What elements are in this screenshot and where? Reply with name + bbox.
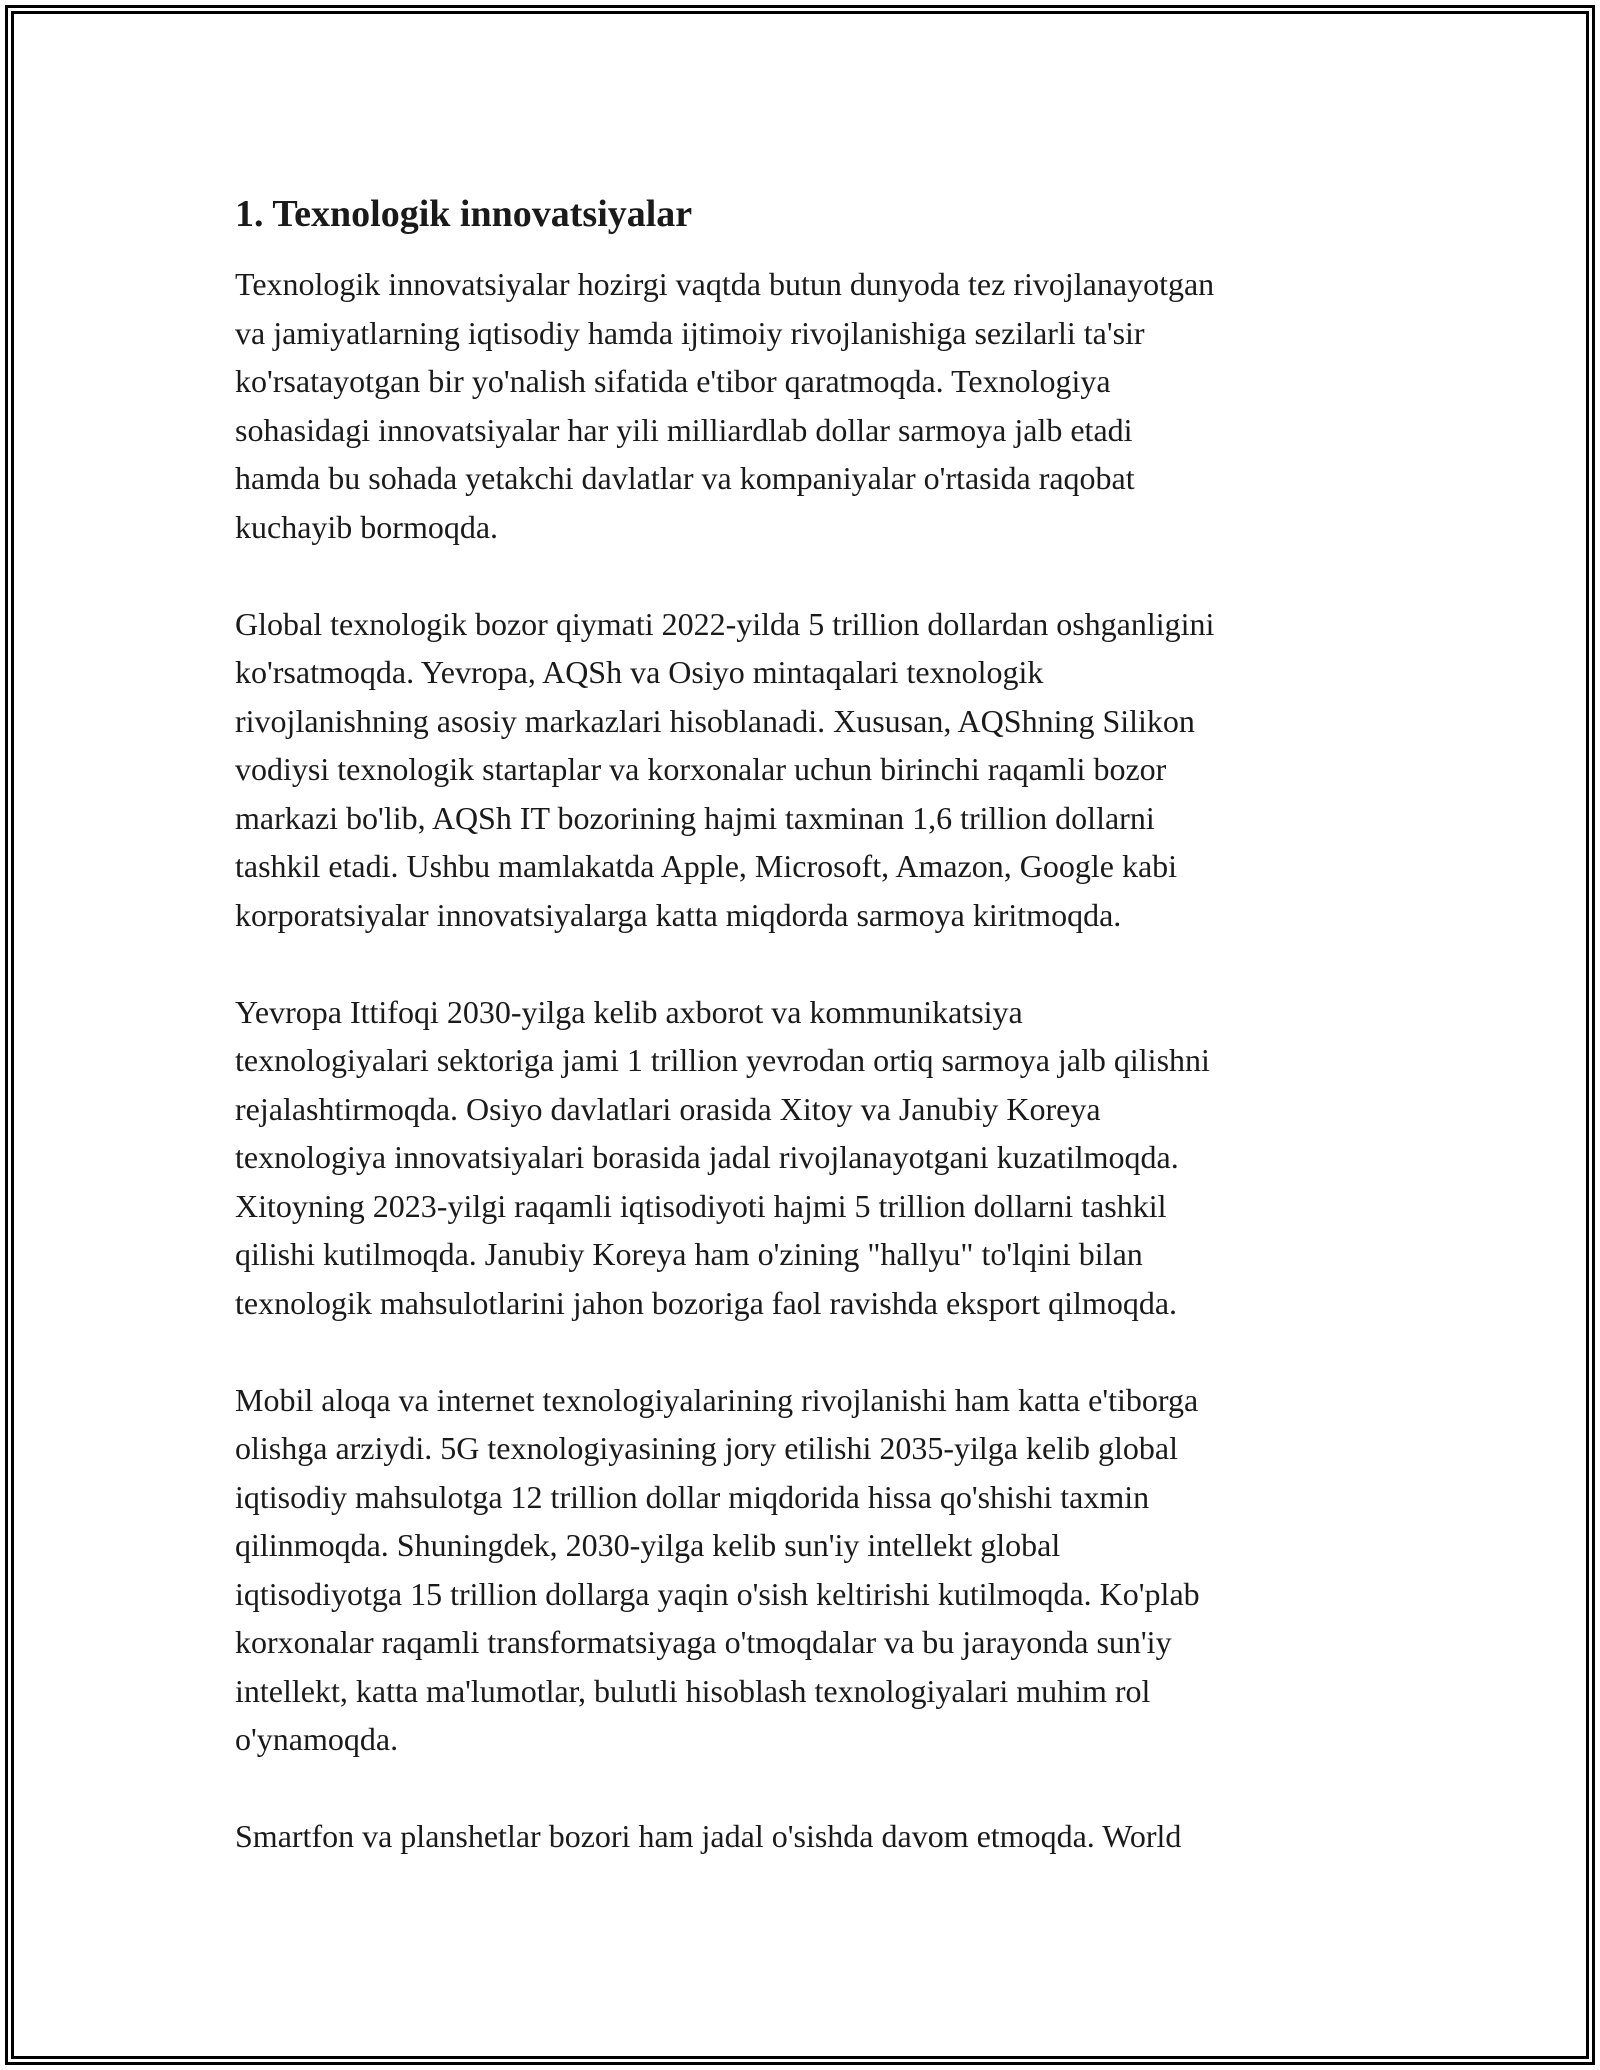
paragraph-1: Texnologik innovatsiyalar hozirgi vaqtda butun dunyoda tez rivojlanayotgan va jamiyatlarning iqtisodiy hamda ijtimoiy rivojlanishiga sezilarli ta'sir ko'rsatayotgan bir yo'nalish sifatida e'tibor qaratmoqda. Texnologiya sohasidagi innovatsiyalar har yili milliardlab dollar sarmoya jalb etadi hamda bu sohada yetakchi davlatlar va kompaniyalar o'rtasida raqobat kuchayib bormoqda.: [235, 266, 1215, 545]
paragraph-2: Global texnologik bozor qiymati 2022-yilda 5 trillion dollardan oshganligini ko'rsatmoqda. Yevropa, AQSh va Osiyo mintaqalari texnologik rivojlanishning asosiy markazlari hisoblanadi. Xususan, AQShning Silikon vodiysi texnologik startaplar va korxonalar uchun birinchi raqamli bozor markazi bo'lib, AQSh IT bozorining hajmi taxminan 1,6 trillion dollarni tashkil etadi. Ushbu mamlakatda Apple, Microsoft, Amazon, Google kabi korporatsiyalar innovatsiyalarga katta miqdorda sarmoya kiritmoqda.: [235, 605, 1215, 933]
paragraph-5: Smartfon va planshetlar bozori ham jadal o'sishda davom etmoqda. World: [235, 1818, 1182, 1854]
paragraph-4: Mobil aloqa va internet texnologiyalarining rivojlanishi ham katta e'tiborga olishga arziydi. 5G texnologiyasining jory etilishi 2035-yilga kelib global iqtisodiy mahsulotga 12 trillion dollar miqdorida hissa qo'shishi taxmin qilinmoqda. Shuningdek, 2030-yilga kelib sun'iy intellekt global iqtisodiyotga 15 trillion dollarga yaqin o'sish keltirishi kutilmoqda. Ko'plab korxonalar raqamli transformatsiyaga o'tmoqdalar va bu jarayonda sun'iy intellekt, katta ma'lumotlar, bulutli hisoblash texnologiyalari muhim rol o'ynamoqda.: [235, 1381, 1200, 1757]
paragraph-3: Yevropa Ittifoqi 2030-yilga kelib axborot va kommunikatsiya texnologiyalari sektoriga jami 1 trillion yevrodan ortiq sarmoya jalb qilishni rejalashtirmoqda. Osiyo davlatlari orasida Xitoy va Janubiy Koreya texnologiya innovatsiyalari borasida jadal rivojlanayotgani kuzatilmoqda. Xitoyning 2023-yilgi raqamli iqtisodiyoti hajmi 5 trillion dollarni tashkil qilishi kutilmoqda. Janubiy Koreya ham o'zining "hallyu" to'lqini bilan texnologik mahsulotlarini jahon bozoriga faol ravishda eksport qilmoqda.: [235, 993, 1210, 1321]
document-body: [235, 188, 1375, 1909]
section-heading: 1. Texnologik innovatsiyalar: [235, 193, 693, 235]
